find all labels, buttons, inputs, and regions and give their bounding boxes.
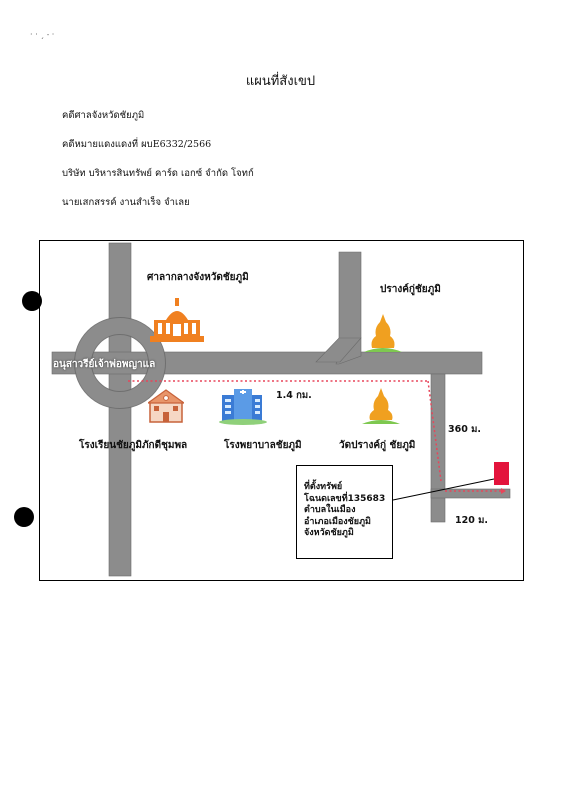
school-label: โรงเรียนชัยภูมิภักดีชุมพล bbox=[79, 440, 188, 451]
school-icon bbox=[148, 388, 184, 424]
road-side bbox=[431, 374, 445, 522]
prang-icon bbox=[362, 312, 404, 358]
city-hall-label: ศาลากลางจังหวัดชัยภูมิ bbox=[147, 272, 249, 283]
court-name: คดีศาลจังหวัดชัยภูมิ bbox=[62, 110, 145, 121]
road-vertical-left bbox=[109, 243, 131, 576]
property-marker bbox=[494, 462, 509, 485]
prang-ku-label: ปรางค์กู่ชัยภูมิ bbox=[380, 284, 441, 295]
scan-specks: · · ˏ ˗ · bbox=[30, 30, 55, 39]
hospital-label: โรงพยาบาลชัยภูมิ bbox=[224, 440, 302, 451]
property-deed: โฉนดเลขที่135683 bbox=[304, 493, 386, 504]
plaintiff: บริษัท บริหารสินทรัพย์ คาร์ด เอกซ์ จำกัด โจทก์ bbox=[62, 168, 254, 179]
property-info-box bbox=[296, 465, 393, 559]
road-last bbox=[431, 489, 510, 498]
distance-side: 360 ม. bbox=[448, 424, 482, 435]
property-subdistrict: ตำบลในเมือง bbox=[304, 505, 356, 515]
property-province: จังหวัดชัยภูมิ bbox=[304, 528, 354, 538]
document-title: แผนที่สังเขป bbox=[245, 74, 316, 89]
temple-icon bbox=[360, 386, 402, 430]
case-number: คดีหมายแดงแดงที่ ผบE6332/2566 bbox=[62, 139, 212, 150]
distance-last: 120 ม. bbox=[455, 515, 489, 526]
distance-main: 1.4 กม. bbox=[276, 390, 312, 401]
monument-label: อนุสาวรีย์เจ้าพ่อพญาแล bbox=[53, 359, 156, 370]
hospital-icon bbox=[218, 385, 268, 425]
property-district: อำเภอเมืองชัยภูมิ bbox=[304, 516, 371, 527]
city-hall-icon bbox=[148, 298, 206, 344]
temple-label: วัดปรางค์กู่ ชัยภูมิ bbox=[339, 440, 416, 451]
defendant: นายเสกสรรค์ งานสำเร็จ จำเลย bbox=[62, 197, 190, 208]
property-title: ที่ตั้งทรัพย์ bbox=[304, 482, 343, 492]
